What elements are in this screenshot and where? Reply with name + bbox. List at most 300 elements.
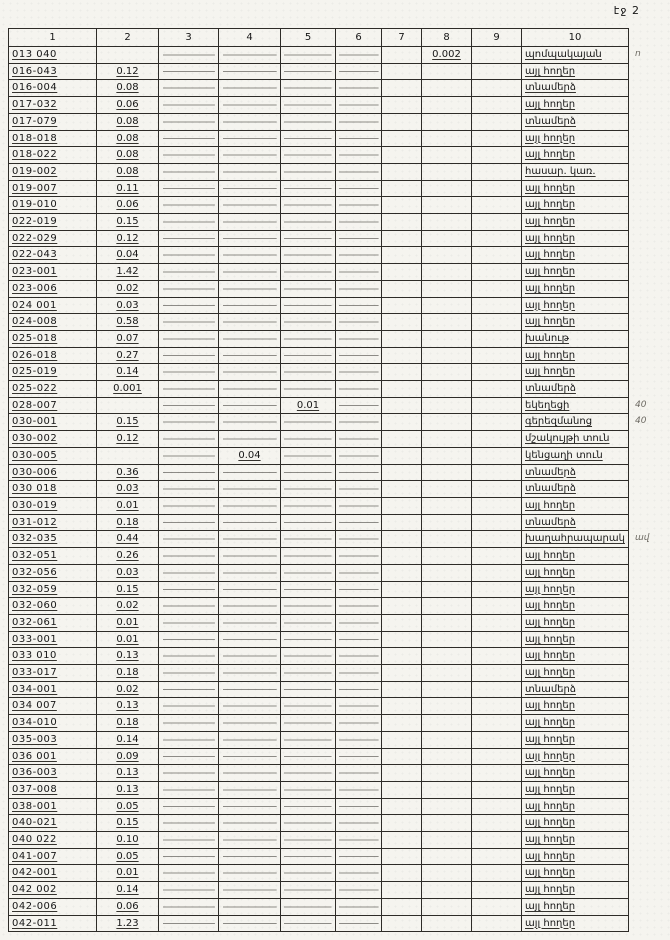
cell-col-9 (472, 681, 522, 698)
cell-col-2: 0.44 (97, 531, 159, 548)
table-row (9, 414, 667, 431)
cell-col-10: տնամերձ (522, 514, 629, 531)
table-row (9, 397, 667, 414)
margin-note (629, 514, 667, 531)
margin-note (629, 147, 667, 164)
cell-col-3 (159, 163, 219, 180)
cell-col-7 (382, 848, 422, 865)
cell-col-1: 030-005 (9, 447, 97, 464)
cell-col-1: 040 022 (9, 832, 97, 849)
cell-col-8 (422, 798, 472, 815)
cell-col-9 (472, 431, 522, 448)
cell-col-9 (472, 464, 522, 481)
cell-col-8 (422, 280, 472, 297)
cell-col-10: այլ հողեր (522, 832, 629, 849)
page-number-label: էջ 2 (613, 4, 640, 17)
cell-col-9 (472, 531, 522, 548)
cell-col-4 (219, 698, 281, 715)
cell-col-7 (382, 832, 422, 849)
cell-col-2 (97, 447, 159, 464)
cell-col-2: 0.01 (97, 614, 159, 631)
cell-col-3 (159, 364, 219, 381)
cell-col-10: այլ հողեր (522, 230, 629, 247)
cell-col-3 (159, 497, 219, 514)
cell-col-8 (422, 214, 472, 231)
cell-col-3 (159, 347, 219, 364)
cell-col-6 (336, 330, 382, 347)
cell-col-6 (336, 497, 382, 514)
cell-col-3 (159, 748, 219, 765)
cell-col-5 (281, 731, 336, 748)
cell-col-2: 1.42 (97, 264, 159, 281)
margin-note (629, 614, 667, 631)
table-row (9, 280, 667, 297)
cell-col-4 (219, 531, 281, 548)
cell-col-7 (382, 347, 422, 364)
cell-col-3 (159, 915, 219, 932)
cell-col-1: 030-006 (9, 464, 97, 481)
cell-col-5 (281, 815, 336, 832)
cell-col-4 (219, 715, 281, 732)
margin-note (629, 848, 667, 865)
table-row (9, 731, 667, 748)
cell-col-6 (336, 865, 382, 882)
cell-col-10: պոմպակայան (522, 47, 629, 64)
cell-col-5 (281, 898, 336, 915)
cell-col-2: 0.14 (97, 731, 159, 748)
cell-col-4 (219, 431, 281, 448)
cell-col-4 (219, 598, 281, 615)
cell-col-3 (159, 130, 219, 147)
margin-note (629, 297, 667, 314)
cell-col-9 (472, 815, 522, 832)
cell-col-10: տնամերձ (522, 113, 629, 130)
cell-col-7 (382, 748, 422, 765)
cell-col-3 (159, 381, 219, 398)
cell-col-4 (219, 548, 281, 565)
cell-col-1: 022-029 (9, 230, 97, 247)
cell-col-5 (281, 197, 336, 214)
margin-note (629, 731, 667, 748)
cell-col-8 (422, 447, 472, 464)
margin-note (629, 815, 667, 832)
cell-col-6 (336, 848, 382, 865)
table-row (9, 447, 667, 464)
cell-col-1: 023-001 (9, 264, 97, 281)
cell-col-10: հասար. կառ. (522, 163, 629, 180)
cell-col-7 (382, 314, 422, 331)
cell-col-6 (336, 781, 382, 798)
cell-col-3 (159, 314, 219, 331)
cell-col-3 (159, 681, 219, 698)
cell-col-7 (382, 97, 422, 114)
cell-col-7 (382, 915, 422, 932)
cell-col-5 (281, 314, 336, 331)
table-row (9, 113, 667, 130)
cell-col-8: 0.002 (422, 47, 472, 64)
cell-col-8 (422, 97, 472, 114)
cell-col-4 (219, 247, 281, 264)
cell-col-7 (382, 665, 422, 682)
cell-col-8 (422, 431, 472, 448)
cell-col-1: 019-010 (9, 197, 97, 214)
margin-note (629, 548, 667, 565)
cell-col-9 (472, 364, 522, 381)
cell-col-7 (382, 631, 422, 648)
cell-col-5 (281, 631, 336, 648)
cell-col-10: մշակույթի տուն (522, 431, 629, 448)
margin-note (629, 180, 667, 197)
cell-col-9 (472, 898, 522, 915)
cell-col-10: խաղահրապարակ (522, 531, 629, 548)
column-header-4: 4 (219, 29, 281, 47)
cell-col-3 (159, 781, 219, 798)
cell-col-6 (336, 698, 382, 715)
cell-col-7 (382, 414, 422, 431)
margin-note (629, 214, 667, 231)
cell-col-2: 0.10 (97, 832, 159, 849)
cell-col-6 (336, 447, 382, 464)
margin-note (629, 247, 667, 264)
cell-col-6 (336, 748, 382, 765)
cell-col-10: այլ հողեր (522, 297, 629, 314)
cell-col-7 (382, 180, 422, 197)
margin-note (629, 648, 667, 665)
cell-col-5 (281, 698, 336, 715)
cell-col-10: տնամերձ (522, 80, 629, 97)
cell-col-7 (382, 898, 422, 915)
margin-note (629, 781, 667, 798)
cell-col-10: այլ հողեր (522, 781, 629, 798)
cell-col-10: այլ հողեր (522, 581, 629, 598)
cell-col-8 (422, 247, 472, 264)
cell-col-9 (472, 330, 522, 347)
table-row (9, 798, 667, 815)
cell-col-7 (382, 681, 422, 698)
margin-note: 40 (635, 399, 647, 410)
cell-col-7 (382, 63, 422, 80)
table-row (9, 264, 667, 281)
margin-note (629, 665, 667, 682)
cell-col-7 (382, 598, 422, 615)
cell-col-2: 0.09 (97, 748, 159, 765)
cell-col-1: 036 001 (9, 748, 97, 765)
cell-col-9 (472, 765, 522, 782)
cell-col-4 (219, 915, 281, 932)
cell-col-8 (422, 347, 472, 364)
cell-col-4 (219, 514, 281, 531)
cell-col-7 (382, 297, 422, 314)
cell-col-9 (472, 548, 522, 565)
cell-col-4 (219, 197, 281, 214)
cell-col-5 (281, 63, 336, 80)
cell-col-4 (219, 815, 281, 832)
cell-col-2: 0.01 (97, 631, 159, 648)
cell-col-1: 019-002 (9, 163, 97, 180)
cell-col-1: 034-001 (9, 681, 97, 698)
cell-col-1: 042-001 (9, 865, 97, 882)
cell-col-5 (281, 364, 336, 381)
cell-col-9 (472, 631, 522, 648)
cell-col-5 (281, 330, 336, 347)
cell-col-4 (219, 147, 281, 164)
cell-col-8 (422, 531, 472, 548)
margin-note (629, 882, 667, 899)
cell-col-4 (219, 97, 281, 114)
cell-col-5 (281, 681, 336, 698)
cell-col-2: 0.13 (97, 648, 159, 665)
cell-col-6 (336, 264, 382, 281)
cell-col-9 (472, 731, 522, 748)
cell-col-2: 0.18 (97, 514, 159, 531)
cell-col-1: 025-019 (9, 364, 97, 381)
cell-col-10: այլ հողեր (522, 731, 629, 748)
margin-note (629, 264, 667, 281)
cell-col-1: 024-008 (9, 314, 97, 331)
cell-col-5 (281, 564, 336, 581)
cell-col-7 (382, 381, 422, 398)
margin-note: 40 (635, 416, 647, 427)
cell-col-1: 025-018 (9, 330, 97, 347)
land-parcels-table (8, 28, 667, 932)
margin-note (629, 63, 667, 80)
cell-col-7 (382, 264, 422, 281)
cell-col-3 (159, 698, 219, 715)
cell-col-7 (382, 514, 422, 531)
margin-note (629, 681, 667, 698)
cell-col-10: այլ հողեր (522, 180, 629, 197)
cell-col-8 (422, 564, 472, 581)
cell-col-5 (281, 648, 336, 665)
cell-col-9 (472, 781, 522, 798)
cell-col-6 (336, 197, 382, 214)
table-row (9, 514, 667, 531)
cell-col-3 (159, 447, 219, 464)
cell-col-10: այլ հողեր (522, 247, 629, 264)
cell-col-6 (336, 214, 382, 231)
cell-col-6 (336, 314, 382, 331)
cell-col-6 (336, 431, 382, 448)
table-row (9, 848, 667, 865)
cell-col-9 (472, 130, 522, 147)
cell-col-2: 0.36 (97, 464, 159, 481)
cell-col-2: 0.12 (97, 431, 159, 448)
cell-col-4 (219, 564, 281, 581)
cell-col-6 (336, 414, 382, 431)
cell-col-4 (219, 314, 281, 331)
cell-col-8 (422, 898, 472, 915)
cell-col-8 (422, 731, 472, 748)
cell-col-4 (219, 130, 281, 147)
cell-col-7 (382, 798, 422, 815)
cell-col-7 (382, 765, 422, 782)
cell-col-8 (422, 631, 472, 648)
cell-col-4 (219, 798, 281, 815)
table-row (9, 631, 667, 648)
cell-col-1: 037-008 (9, 781, 97, 798)
column-header-3: 3 (159, 29, 219, 47)
cell-col-9 (472, 848, 522, 865)
cell-col-8 (422, 681, 472, 698)
cell-col-3 (159, 815, 219, 832)
cell-col-10: այլ հողեր (522, 748, 629, 765)
cell-col-2: 0.18 (97, 715, 159, 732)
cell-col-1: 032-035 (9, 531, 97, 548)
cell-col-5 (281, 297, 336, 314)
cell-col-1: 024 001 (9, 297, 97, 314)
cell-col-1: 041-007 (9, 848, 97, 865)
cell-col-5 (281, 147, 336, 164)
cell-col-2: 0.58 (97, 314, 159, 331)
cell-col-1: 025-022 (9, 381, 97, 398)
table-row (9, 598, 667, 615)
margin-note (629, 865, 667, 882)
cell-col-8 (422, 548, 472, 565)
cell-col-5 (281, 497, 336, 514)
cell-col-8 (422, 514, 472, 531)
table-row (9, 381, 667, 398)
margin-note (629, 631, 667, 648)
table-row (9, 898, 667, 915)
cell-col-10: կենցաղի տուն (522, 447, 629, 464)
table-row (9, 715, 667, 732)
margin-note (629, 280, 667, 297)
cell-col-4 (219, 464, 281, 481)
cell-col-4 (219, 330, 281, 347)
cell-col-1: 033-017 (9, 665, 97, 682)
table-row (9, 481, 667, 498)
cell-col-10: այլ հողեր (522, 147, 629, 164)
cell-col-7 (382, 113, 422, 130)
cell-col-5 (281, 214, 336, 231)
cell-col-9 (472, 163, 522, 180)
cell-col-4 (219, 765, 281, 782)
cell-col-1: 017-032 (9, 97, 97, 114)
cell-col-5 (281, 715, 336, 732)
cell-col-2: 0.06 (97, 898, 159, 915)
cell-col-10: այլ հողեր (522, 815, 629, 832)
cell-col-2: 0.13 (97, 765, 159, 782)
cell-col-8 (422, 497, 472, 514)
cell-col-5 (281, 581, 336, 598)
cell-col-2: 0.13 (97, 698, 159, 715)
cell-col-6 (336, 614, 382, 631)
cell-col-1: 034 007 (9, 698, 97, 715)
cell-col-4 (219, 614, 281, 631)
cell-col-5 (281, 665, 336, 682)
cell-col-7 (382, 715, 422, 732)
margin-note (629, 715, 667, 732)
cell-col-3 (159, 180, 219, 197)
cell-col-8 (422, 481, 472, 498)
cell-col-8 (422, 715, 472, 732)
cell-col-3 (159, 247, 219, 264)
cell-col-10: այլ հողեր (522, 715, 629, 732)
cell-col-8 (422, 297, 472, 314)
cell-col-10: այլ հողեր (522, 915, 629, 932)
cell-col-7 (382, 397, 422, 414)
cell-col-4 (219, 748, 281, 765)
cell-col-10: այլ հողեր (522, 197, 629, 214)
cell-col-4 (219, 882, 281, 899)
cell-col-8 (422, 130, 472, 147)
cell-col-7 (382, 564, 422, 581)
table-row (9, 431, 667, 448)
cell-col-2: 1.23 (97, 915, 159, 932)
cell-col-5 (281, 80, 336, 97)
margin-note (629, 765, 667, 782)
cell-col-10: այլ հողեր (522, 497, 629, 514)
cell-col-8 (422, 414, 472, 431)
cell-col-3 (159, 197, 219, 214)
cell-col-5 (281, 180, 336, 197)
cell-col-1: 017-079 (9, 113, 97, 130)
cell-col-10: այլ հողեր (522, 314, 629, 331)
table-row (9, 531, 667, 548)
margin-note (629, 330, 667, 347)
cell-col-8 (422, 698, 472, 715)
cell-col-9 (472, 598, 522, 615)
margin-note (629, 598, 667, 615)
cell-col-10: այլ հողեր (522, 882, 629, 899)
cell-col-7 (382, 481, 422, 498)
margin-note (629, 798, 667, 815)
header-row (9, 29, 667, 47)
table-row (9, 748, 667, 765)
cell-col-3 (159, 614, 219, 631)
cell-col-2 (97, 397, 159, 414)
cell-col-5 (281, 264, 336, 281)
table-row (9, 581, 667, 598)
cell-col-6 (336, 798, 382, 815)
cell-col-1: 030 018 (9, 481, 97, 498)
cell-col-7 (382, 548, 422, 565)
margin-note (629, 197, 667, 214)
margin-note (629, 832, 667, 849)
cell-col-9 (472, 414, 522, 431)
cell-col-1: 032-056 (9, 564, 97, 581)
cell-col-10: այլ հողեր (522, 648, 629, 665)
cell-col-6 (336, 163, 382, 180)
cell-col-3 (159, 898, 219, 915)
cell-col-3 (159, 731, 219, 748)
cell-col-4: 0.04 (219, 447, 281, 464)
cell-col-10: տնամերձ (522, 481, 629, 498)
cell-col-1: 032-060 (9, 598, 97, 615)
table-row (9, 681, 667, 698)
cell-col-5 (281, 865, 336, 882)
margin-note (629, 748, 667, 765)
cell-col-5 (281, 848, 336, 865)
cell-col-7 (382, 197, 422, 214)
cell-col-2: 0.08 (97, 147, 159, 164)
cell-col-6 (336, 147, 382, 164)
cell-col-5 (281, 97, 336, 114)
cell-col-9 (472, 481, 522, 498)
cell-col-9 (472, 497, 522, 514)
table-row (9, 815, 667, 832)
cell-col-5 (281, 447, 336, 464)
cell-col-5 (281, 765, 336, 782)
column-header-7: 7 (382, 29, 422, 47)
table-row (9, 648, 667, 665)
cell-col-8 (422, 865, 472, 882)
cell-col-4 (219, 230, 281, 247)
cell-col-10: այլ հողեր (522, 898, 629, 915)
cell-col-3 (159, 147, 219, 164)
cell-col-2: 0.03 (97, 297, 159, 314)
cell-col-2: 0.13 (97, 781, 159, 798)
